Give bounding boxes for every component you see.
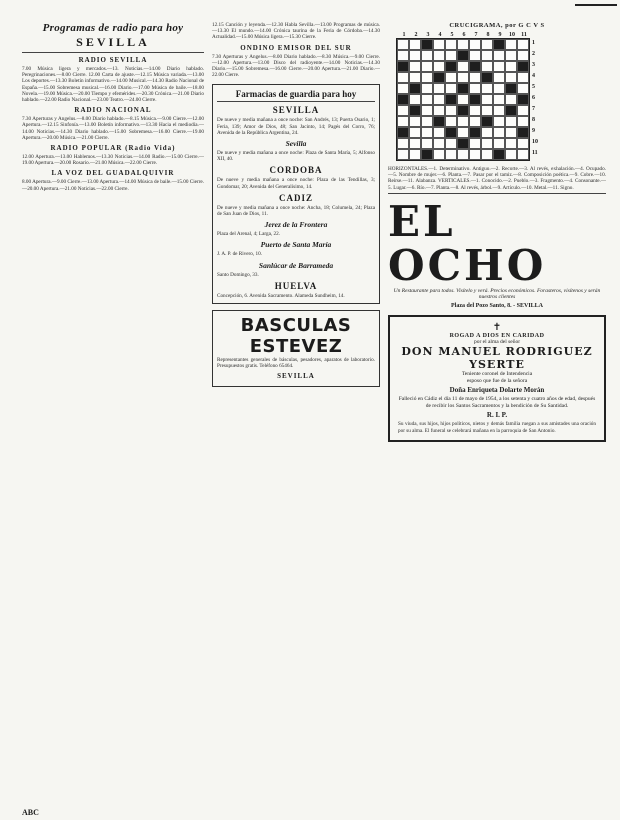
crossword-cell: [433, 39, 445, 50]
obituary-body: Falleció en Cádiz el día 11 de mayo de 1954, a los setenta y cuatro años de edad, después de recibir los Santos Sacramentos y la bendición de Su Santidad.: [398, 396, 596, 409]
crossword-cell: [517, 149, 529, 160]
crossword-cell: [517, 83, 529, 94]
crossword-black-cell: [433, 72, 445, 83]
crossword-cell: [445, 149, 457, 160]
crossword-cell: [481, 138, 493, 149]
crossword-cell: [493, 83, 505, 94]
crossword-black-cell: [409, 105, 421, 116]
crossword-cell: [421, 72, 433, 83]
crossword-cell: [469, 72, 481, 83]
crossword-cell: [457, 94, 469, 105]
crossword-col-number: 10: [509, 32, 515, 38]
crossword-black-cell: [457, 105, 469, 116]
crossword-cell: [433, 61, 445, 72]
crossword-black-cell: [517, 94, 529, 105]
pharmacy-city: Jerez de la Frontera: [264, 220, 328, 230]
el-ocho-address: Plaza del Pozo Santo, 8. - SEVILLA: [450, 302, 543, 309]
el-ocho-title: EL OCHO: [388, 196, 547, 290]
crossword-cell: [433, 94, 445, 105]
crossword-cell: [445, 39, 457, 50]
station-schedule: 7.30 Aperturas y Angelus.—8.00 Diario hablado.—8.30 Música.—9.00 Cierre.—12.00 Apertura.—13.00 Disco del radioyente.—14.00 Noticias.—14.30 Diario.—15.00 Sobremesa.—16.00 Cierre.—20.00 Apertura.—21.00 Diario.—22.00 Cierre.: [212, 53, 380, 79]
crossword-cell: [457, 61, 469, 72]
obituary-rip: R. I. P.: [486, 411, 508, 420]
crossword-cell: [445, 116, 457, 127]
crossword-cell: [421, 61, 433, 72]
pharmacy-city: Sanlúcar de Barrameda: [258, 260, 334, 270]
divider: [22, 52, 204, 53]
crossword-black-cell: [421, 39, 433, 50]
crossword-col-number: 5: [450, 32, 454, 38]
crossword-col-number: 2: [414, 32, 418, 38]
crossword-cell: [409, 50, 421, 61]
crossword-cell: [517, 39, 529, 50]
crossword-black-cell: [493, 149, 505, 160]
crossword-black-cell: [493, 39, 505, 50]
crossword-cell: [517, 116, 529, 127]
crossword-cell: [457, 39, 469, 50]
crossword-cell: [517, 105, 529, 116]
cross-icon: ✝: [492, 321, 502, 333]
crossword-black-cell: [469, 94, 481, 105]
obituary-line3: esposo que fue de la señora: [466, 377, 528, 384]
crossword-col-number: 6: [462, 32, 466, 38]
crossword-cell: [433, 149, 445, 160]
crossword-cell: [505, 39, 517, 50]
basculas-text: Representantes generales de básculas, pesadores, aparatos de laboratorio. Presupuestos gratis. Teléfono 65464.: [217, 357, 375, 370]
pharmacy-list: [217, 105, 375, 299]
middle-column: [212, 22, 380, 387]
crossword-wrapper: [396, 38, 606, 161]
divider: [217, 101, 375, 102]
pharmacy-addresses: De nueve y media mañana a once noche: San Andrés, 13; Puerta Osario, 1; Feria, 139; Amor de Dios, 48; San Jacinto, 14; Pagés del Corro, 76; Avenida de la República Argentina, 24.: [217, 117, 375, 136]
crossword-cell: [421, 127, 433, 138]
crossword-col-number: 4: [438, 32, 442, 38]
station-list: [22, 56, 204, 192]
crossword-row-number: 9: [532, 128, 535, 134]
crossword-black-cell: [445, 94, 457, 105]
crossword-cell: [457, 72, 469, 83]
crossword-cell: [445, 138, 457, 149]
crossword-black-cell: [445, 127, 457, 138]
crossword-cell: [505, 61, 517, 72]
pharmacy-addresses: De nueve y media mañana a once noche: Plaza de Santa María, 5; Alfonso XII, 40.: [217, 150, 375, 163]
crossword-cell: [493, 127, 505, 138]
crossword-cell: [409, 94, 421, 105]
pharmacy-addresses: De nueve y media mañana a once noche: Ancha, 18; Columela, 24; Plaza de San Juan de Dios, 11.: [217, 204, 375, 218]
crossword-cell: [409, 72, 421, 83]
crossword-cell: [397, 116, 409, 127]
crossword-black-cell: [481, 72, 493, 83]
crossword-cell: [445, 72, 457, 83]
crossword-cell: [493, 72, 505, 83]
crossword-black-cell: [409, 83, 421, 94]
crossword-cell: [397, 72, 409, 83]
crossword-cell: [433, 50, 445, 61]
crossword-cell: [493, 105, 505, 116]
crossword-row-number: 11: [532, 150, 538, 156]
crossword-black-cell: [433, 116, 445, 127]
crossword-cell: [481, 39, 493, 50]
crossword-black-cell: [397, 61, 409, 72]
crossword-black-cell: [505, 105, 517, 116]
crossword-row-number: 8: [532, 117, 535, 123]
pharmacy-addresses: Concepción, 6. Avenida Sacramento. Alameda Sundheim, 14.: [217, 292, 345, 299]
right-column: [388, 22, 606, 442]
obituary-line1: ROGAD A DIOS EN CARIDAD: [449, 332, 545, 339]
crossword-cell: [481, 61, 493, 72]
crossword-black-cell: [397, 94, 409, 105]
pharmacy-addresses: Plaza del Arenal, 4; Larga, 22.: [217, 231, 280, 238]
crossword-black-cell: [469, 127, 481, 138]
crossword-cell: [493, 94, 505, 105]
radio-heading: Programas de radio para hoy: [42, 22, 184, 34]
crossword-cell: [481, 83, 493, 94]
station-schedule: 7.30 Aperturas y Angelus.—8.00 Diario hablado.—8.15 Música.—9.00 Cierre.—12.00 Apertura.—12.15 Sinfonía.—13.00 Boletín informativo.—13.30 Hacia el mediodía.—14.00 Noticias.—14.30 Diario hablado.—15.00 Sobremesa.—16.00 Cierre.—19.00 Apertura.—20.00 Música.—21.00 Cierre.: [22, 116, 204, 141]
crossword-cell: [505, 138, 517, 149]
crossword-cell: [505, 127, 517, 138]
crossword-cell: [397, 39, 409, 50]
crossword-cell: [469, 105, 481, 116]
crossword-cell: [433, 83, 445, 94]
crossword-black-cell: [457, 138, 469, 149]
crossword-cell: [409, 149, 421, 160]
crossword-cell: [397, 149, 409, 160]
crossword-cell: [397, 138, 409, 149]
crossword-cell: [397, 50, 409, 61]
crossword-cell: [469, 116, 481, 127]
crossword-row-number: 4: [532, 73, 535, 79]
obituary-desc: Teniente coronel de Intendencia: [461, 371, 533, 378]
crossword-cell: [493, 116, 505, 127]
crossword-cell: [409, 116, 421, 127]
crossword-cell: [409, 39, 421, 50]
crossword-black-cell: [517, 127, 529, 138]
crossword-row-number: 7: [532, 106, 535, 112]
crossword-cell: [469, 50, 481, 61]
crossword-row-number: 2: [532, 51, 535, 57]
obituary-text: Su viuda, sus hijos, hijos políticos, nietos y demás familia ruegan a sus amistades una oración por su alma. El funeral se celebrará mañana en la parroquia de San Antonio.: [398, 421, 596, 434]
pharmacy-city: SEVILLA: [272, 105, 320, 116]
crossword-cell: [397, 105, 409, 116]
crossword-cell: [409, 138, 421, 149]
crossword-row-number: 1: [532, 40, 535, 46]
pharmacy-city: Puerto de Santa María: [260, 240, 332, 250]
crossword-cell: [481, 50, 493, 61]
pharmacy-city: Sevilla: [285, 139, 307, 149]
crossword-cell: [481, 149, 493, 160]
pharmacies-box: [212, 84, 380, 304]
radio-column: [22, 22, 204, 192]
crossword-black-cell: [469, 61, 481, 72]
crossword-clues: HORIZONTALES.—1. Determinativo. Antiguo.—2. Recorte.—3. Al revés, exhalación.—4. Ocupado.—5. Nombre de mujer.—6. Planta.—7. Pasar por el tamiz.—8. Composición poética.—9. Cobre.—10. Reírse.—11. Alabanza. VERTICALES.—1. Conocido.—2. Pueblo.—3. Fragmento.—4. Consonante.—5. Lugar.—6. Río.—7. Planta.—8. Al revés, árbol.—9. Artículo.—10. Metal.—11. Signo.: [388, 166, 606, 191]
crossword-row-number: 5: [532, 84, 535, 90]
basculas-title: BASCULAS ESTEVEZ: [240, 315, 352, 358]
crossword-cell: [421, 94, 433, 105]
crossword-cell: [505, 116, 517, 127]
radio-city: SEVILLA: [76, 35, 150, 49]
crossword-col-number: 1: [402, 32, 406, 38]
crossword-cell: [421, 138, 433, 149]
crossword-cell: [505, 50, 517, 61]
crossword-black-cell: [505, 83, 517, 94]
top-rule: [575, 4, 617, 6]
obituary-name: DON MANUEL RODRIGUEZ YSERTE: [401, 345, 593, 372]
station-list-continued: [212, 22, 380, 78]
crossword-col-number: 7: [474, 32, 478, 38]
basculas-city: SEVILLA: [277, 372, 315, 381]
crossword-black-cell: [457, 50, 469, 61]
crossword-cell: [517, 72, 529, 83]
station-name: ONDINO EMISOR DEL SUR: [240, 43, 352, 52]
crossword-heading: CRUCIGRAMA, por G C V S: [449, 22, 545, 29]
crossword-cell: [481, 105, 493, 116]
crossword-cell: [445, 83, 457, 94]
crossword-row-number: 6: [532, 95, 535, 101]
crossword-black-cell: [397, 127, 409, 138]
crossword-black-cell: [457, 83, 469, 94]
pharmacy-city: CORDOBA: [269, 165, 323, 176]
crossword-cell: [493, 50, 505, 61]
pharmacies-heading: Farmacias de guardia para hoy: [235, 89, 357, 100]
crossword-cell: [445, 50, 457, 61]
obituary-widow: Doña Enriqueta Dolarte Morán: [449, 386, 545, 395]
crossword-row-number: 10: [532, 139, 538, 145]
station-schedule: 12.00 Apertura.—13.00 Hablemos.—13.30 Noticias.—14.00 Radio.—15.00 Cierre.—19.00 Apertura.—20.00 Rosario.—21.00 Música.—22.00 Cierre.: [22, 154, 204, 167]
crossword-cell: [469, 149, 481, 160]
crossword-cell: [397, 83, 409, 94]
divider: [388, 193, 606, 194]
el-ocho-subtitle: Un Restaurante para todos. Visítelo y verá. Precios económicos. Forasteros, visítenos y serán nuestros clientes: [393, 287, 601, 301]
crossword-black-cell: [481, 116, 493, 127]
crossword-cell: [517, 50, 529, 61]
footer-mark: ABC: [22, 808, 39, 817]
crossword-black-cell: [445, 61, 457, 72]
station-name: RADIO NACIONAL: [74, 106, 152, 115]
crossword-cell: [469, 39, 481, 50]
crossword-cell: [493, 138, 505, 149]
crossword-cell: [433, 105, 445, 116]
pharmacy-addresses: De nueve y media mañana a once noche: Plaza de las Tendillas, 3; Gondomar, 20; Avenida del Generalísimo, 14.: [217, 177, 375, 190]
station-schedule: 7.00 Música ligera y mercados.—13. Noticias.—14.00 Diario hablado. Peregrinaciones.—8.00 Cierre. 12.00 Carta de ajuste.—12.15 Música variada.—13.00 Los deportes.—13.30 Boletín informativo.—14.00 Musical.—14.30 Radio Nacional de España.—15.00 Sobremesa musical.—16.00 Diario.—17.00 Música de baile.—18.00 Novela.—19.00 Música.—20.00 Tiempo y efemérides.—20.30 Crónica.—21.00 Diario hablado.—22.00 Radio Nacional.—23.00 Teatro.—24.00 Cierre.: [22, 66, 204, 104]
crossword-cell: [505, 72, 517, 83]
pharmacy-addresses: J. A. P. de Rivero, 10.: [217, 251, 262, 258]
crossword-col-number: 11: [521, 32, 527, 38]
crossword-cell: [409, 61, 421, 72]
station-name: LA VOZ DEL GUADALQUIVIR: [51, 169, 175, 178]
crossword-cell: [517, 138, 529, 149]
crossword-col-number: 3: [426, 32, 430, 38]
pharmacy-city: CADIZ: [278, 192, 313, 203]
crossword-cell: [469, 138, 481, 149]
crossword-cell: [481, 94, 493, 105]
crossword-black-cell: [517, 61, 529, 72]
crossword-cell: [505, 149, 517, 160]
crossword-col-number: 8: [486, 32, 490, 38]
crossword-cell: [457, 149, 469, 160]
crossword-col-number: 9: [498, 32, 502, 38]
crossword-cell: [421, 116, 433, 127]
obituary-line2: por el alma del señor: [473, 338, 521, 345]
pharmacy-city: HUELVA: [274, 280, 318, 291]
crossword-cell: [445, 105, 457, 116]
pharmacy-addresses: Santo Domingo, 33.: [217, 271, 259, 278]
crossword-cell: [457, 127, 469, 138]
crossword-grid: [396, 38, 530, 161]
station-name: RADIO SEVILLA: [78, 56, 148, 64]
station-schedule: 12.15 Canción y leyenda.—12.30 Habla Sevilla.—13.00 Programas de música.—13.30 El mundo.—14.00 Crónica taurina de la Feria de Córdoba.—14.30 Actualidad.—15.00 Música ligera.—15.30 Cierre.: [212, 22, 380, 41]
crossword-row-numbers: [532, 38, 538, 161]
crossword-cell: [505, 94, 517, 105]
crossword-cell: [493, 61, 505, 72]
crossword-black-cell: [421, 149, 433, 160]
crossword-cell: [481, 127, 493, 138]
station-name: RADIO POPULAR (Radio Vida): [50, 144, 176, 153]
crossword-row-number: 3: [532, 62, 535, 68]
crossword-cell: [433, 127, 445, 138]
station-schedule: 8.00 Apertura.—9.00 Cierre.—13.00 Apertura.—14.00 Música de baile.—15.00 Cierre.—20.00 Apertura.—21.00 Noticias.—22.00 Cierre.: [22, 179, 204, 192]
basculas-ad: [212, 310, 380, 387]
obituary-box: [388, 315, 606, 442]
crossword-cell: [421, 83, 433, 94]
crossword-cell: [433, 138, 445, 149]
crossword-cell: [457, 116, 469, 127]
crossword-cell: [409, 127, 421, 138]
crossword-cell: [421, 50, 433, 61]
crossword-cell: [469, 83, 481, 94]
crossword-cell: [421, 105, 433, 116]
